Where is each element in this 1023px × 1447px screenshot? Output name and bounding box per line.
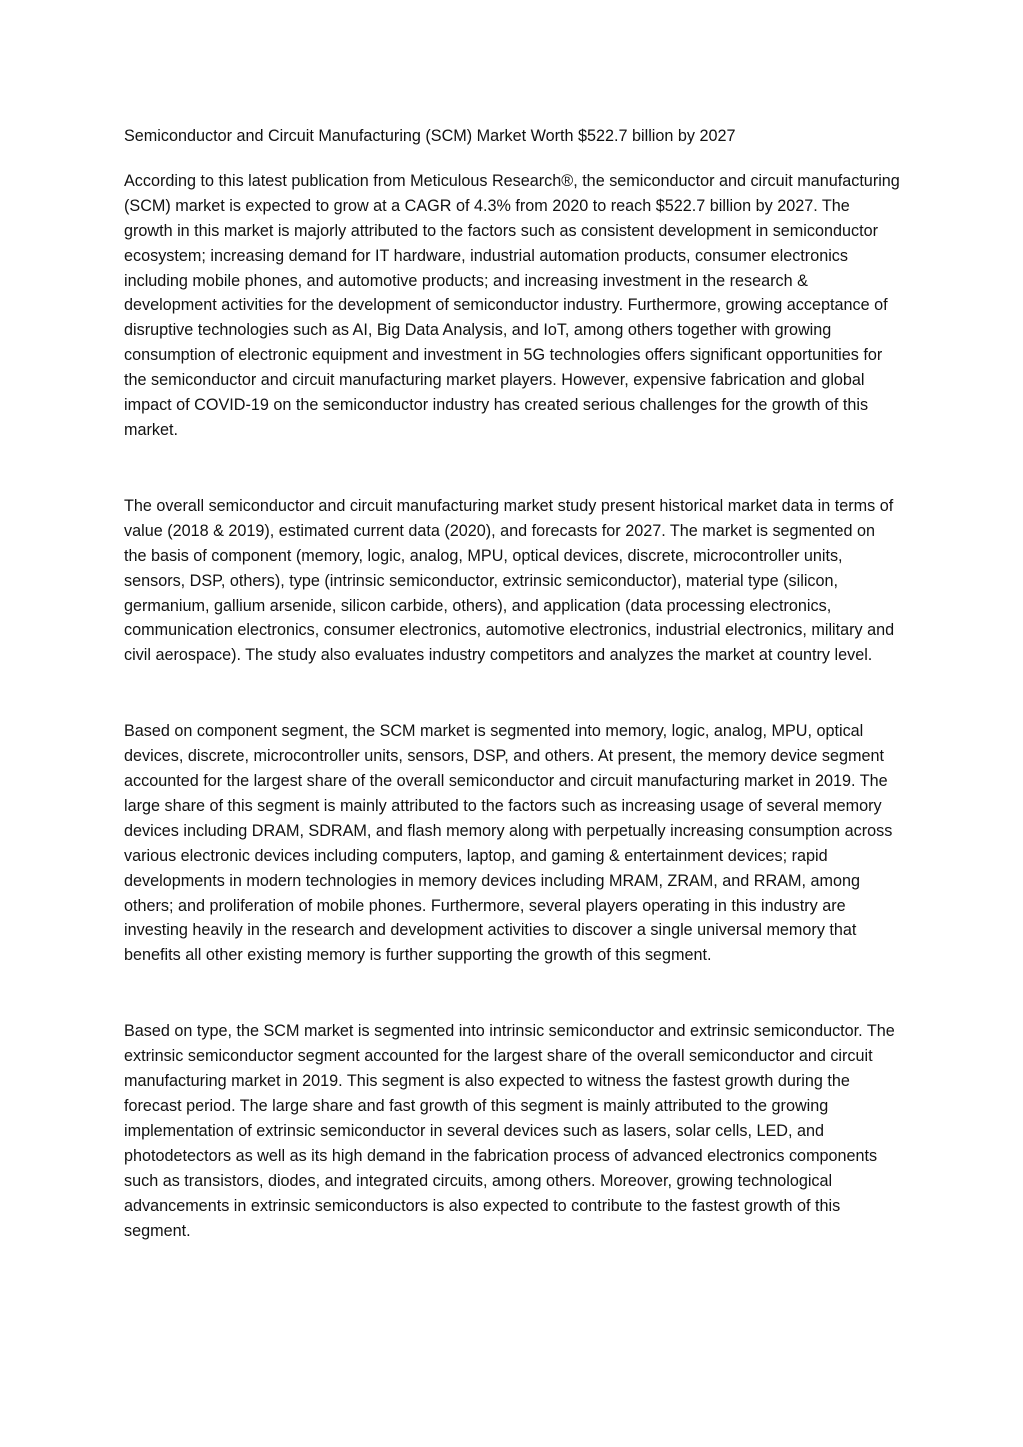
paragraph-component-segment: Based on component segment, the SCM market is segmented into memory, logic, analog, MPU, optical devices, discrete, microcontroller units, sensors, DSP, and others. At present, the memory device segment accounted for the largest share of the overall semiconductor and circuit manufacturing market in 2019. The large share of this segment is mainly attributed to the factors such as increasing usage of several memory devices including DRAM, SDRAM, and flash memory along with perpetually increasing consumption across various electronic devices including computers, laptop, and gaming & entertainment devices; rapid developments in modern technologies in memory devices including MRAM, ZRAM, and RRAM, among others; and proliferation of mobile phones. Furthermore, several players operating in this industry are investing heavily in the research and development activities to discover a single universal memory that benefits all other existing memory is further supporting the growth of this segment.	[124, 722, 893, 965]
paragraph-market-overview: According to this latest publication from Meticulous Research®, the semiconductor and circuit manufacturing (SCM) market is expected to grow at a CAGR of 4.3% from 2020 to reach $522.7 billion by 2027. The growth in this market is majorly attributed to the factors such as consistent development in semiconductor ecosystem; increasing demand for IT hardware, industrial automation products, consumer electronics including mobile phones, and automotive products; and increasing investment in the research & development activities for the development of semiconductor industry. Furthermore, growing acceptance of disruptive technologies such as AI, Big Data Analysis, and IoT, among others together with growing consumption of electronic equipment and investment in 5G technologies offers significant opportunities for the semiconductor and circuit manufacturing market players. However, expensive fabrication and global impact of COVID-19 on the semiconductor industry has created serious challenges for the growth of this market.	[124, 171, 900, 439]
paragraph-type-segment: Based on type, the SCM market is segmented into intrinsic semiconductor and extrinsic semiconductor. The extrinsic semiconductor segment accounted for the largest share of the overall semiconductor and circuit manufacturing market in 2019. This segment is also expected to witness the fastest growth during the forecast period. The large share and fast growth of this segment is mainly attributed to the growing implementation of extrinsic semiconductor in several devices such as lasers, solar cells, LED, and photodetectors as well as its high demand in the fabrication process of advanced electronics components such as transistors, diodes, and integrated circuits, among others. Moreover, growing technological advancements in extrinsic semiconductors is also expected to contribute to the fastest growth of this segment.	[124, 1022, 895, 1240]
document-title: Semiconductor and Circuit Manufacturing (SCM) Market Worth $522.7 billion by 2027	[124, 127, 736, 145]
paragraph-market-study: The overall semiconductor and circuit manufacturing market study present historical market data in terms of value (2018 & 2019), estimated current data (2020), and forecasts for 2027. The market is segmented on the basis of component (memory, logic, analog, MPU, optical devices, discrete, microcontroller units, sensors, DSP, others), type (intrinsic semiconductor, extrinsic semiconductor), material type (silicon, germanium, gallium arsenide, silicon carbide, others), and application (data processing electronics, communication electronics, consumer electronics, automotive electronics, industrial electronics, military and civil aerospace). The study also evaluates industry competitors and analyzes the market at country level.	[124, 496, 895, 665]
document-body	[124, 124, 900, 1243]
